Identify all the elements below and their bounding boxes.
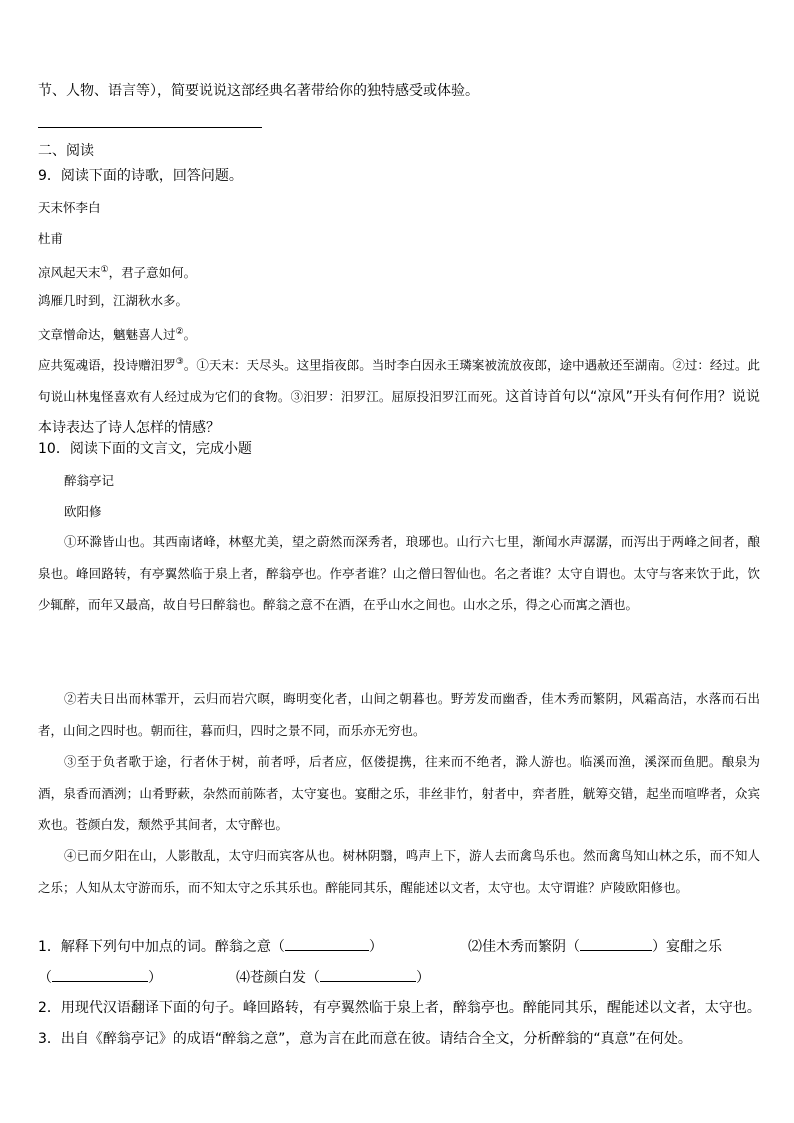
blank-3[interactable] [52, 967, 148, 982]
q1-text-a: 1．解释下列句中加点的词。醉翁之意（ [38, 939, 285, 955]
poem-line-1-rest: ，君子意如何。 [108, 265, 197, 281]
q9-prompt: 9．阅读下面的诗歌，回答问题。 [38, 168, 243, 184]
poem-line-3-text: 文章憎命达，魑魅喜人过 [38, 327, 176, 343]
essay-author: 欧阳修 [64, 504, 102, 519]
sub-question-3: 3．出自《醉翁亭记》的成语“醉翁之意”，意为言在此而意在彼。请结合全文，分析醉翁的“真意”在何处。 [38, 1031, 692, 1047]
footnote-mark-1: ① [100, 265, 109, 275]
poem-line-1 [38, 261, 196, 282]
poem-notes: 。①天末：天尽头。这里指夜郎。当时李白因永王璘案被流放夜郎，途中遇赦还至湖南。②过：经过。此句说山林鬼怪喜欢有人经过成为它们的食物。③汨罗：汨罗江。屈原投汨罗江而死。 [38, 357, 760, 405]
essay-paragraph-2: ②若夫日出而林霏开，云归而岩穴暝，晦明变化者，山间之朝暮也。野芳发而幽香，佳木秀而繁阴，风霜高洁，水落而石出者，山间之四时也。朝而往，暮而归，四时之景不同，而乐亦无穷也。 [38, 691, 760, 738]
answer-line[interactable] [38, 127, 262, 128]
blank-2[interactable] [580, 936, 652, 951]
poem-line-3 [38, 323, 196, 344]
essay-paragraph-3: ③至于负者歌于途，行者休于树，前者呼，后者应，伛偻提携，往来而不绝者，滁人游也。临溪而渔，溪深而鱼肥。酿泉为酒，泉香而酒洌；山肴野蔌，杂然而前陈者，太守宴也。宴酣之乐，非丝非竹，射者中，弈者胜，觥筹交错，起坐而喧哗者，众宾欢也。苍颜白发，颓然乎其间者，太守醉也。 [38, 754, 760, 832]
poem-author: 杜甫 [38, 231, 64, 246]
q9-notes-and-question [38, 347, 760, 444]
q1-text-g: ⑷苍颜白发（ [236, 970, 320, 986]
q1-text-d: ）宴酣之乐 [652, 939, 722, 955]
intro-line: 节、人物、语言等），简要说说这部经典名著带给你的独特感受或体验。 [38, 83, 479, 99]
footnote-mark-2: ② [175, 327, 184, 337]
q1-text-c: ⑵佳木秀而繁阴（ [468, 939, 580, 955]
essay-paragraph-1: ①环滁皆山也。其西南诸峰，林壑尤美，望之蔚然而深秀者，琅琊也。山行六七里，渐闻水声潺潺，而泻出于两峰之间者，酿泉也。峰回路转，有亭翼然临于泉上者，醉翁亭也。作亭者谁？山之僧曰智仙也。名之者谁？太守自谓也。太守与客来饮于此，饮少辄醉，而年又最高，故自号曰醉翁也。醉翁之意不在酒，在乎山水之间也。山水之乐，得之心而寓之酒也。 [38, 534, 760, 612]
q1-text-e: （ [38, 970, 52, 986]
essay-paragraph-4: ④已而夕阳在山，人影散乱，太守归而宾客从也。树林阴翳，鸣声上下，游人去而禽鸟乐也。然而禽鸟知山林之乐，而不知人之乐；人知从太守游而乐，而不知太守之乐其乐也。醉能同其乐，醒能述以文者，太守也。太守谓谁？庐陵欧阳修也。 [38, 848, 760, 895]
sub-question-1-part-4 [236, 967, 430, 987]
poem-last-line: 应共冤魂语，投诗赠汨罗 [38, 357, 176, 373]
sub-question-1-line-1 [38, 936, 383, 956]
q1-text-b: ） [368, 939, 383, 955]
blank-4[interactable] [320, 967, 416, 982]
footnote-mark-3: ③ [175, 357, 184, 367]
poem-title: 天末怀李白 [38, 200, 101, 215]
poem-line-2-text: 鸿雁几时到，江湖秋水多。 [38, 293, 189, 308]
poem-line-2 [38, 292, 188, 310]
q10-prompt: 10．阅读下面的文言文，完成小题 [38, 441, 252, 457]
q9-question: 这首诗首句以“凉风”开头有何作用？说说本诗表达了诗人怎样的情感？ [38, 389, 760, 437]
poem-line-3-rest: 。 [183, 327, 197, 343]
sub-question-2: 2．用现代汉语翻译下面的句子。峰回路转，有亭翼然临于泉上者，醉翁亭也。醉能同其乐，醒能述以文者，太守也。 [38, 1000, 761, 1016]
essay-title: 醉翁亭记 [64, 473, 115, 488]
q1-text-h: ） [416, 970, 430, 986]
section-heading: 二、阅读 [38, 143, 94, 159]
q1-text-f: ） [148, 970, 162, 986]
poem-line-1-text: 凉风起天末 [38, 265, 101, 281]
sub-question-1-part-2 [468, 936, 722, 956]
blank-1[interactable] [285, 936, 369, 951]
sub-question-1-line-2 [38, 967, 162, 987]
